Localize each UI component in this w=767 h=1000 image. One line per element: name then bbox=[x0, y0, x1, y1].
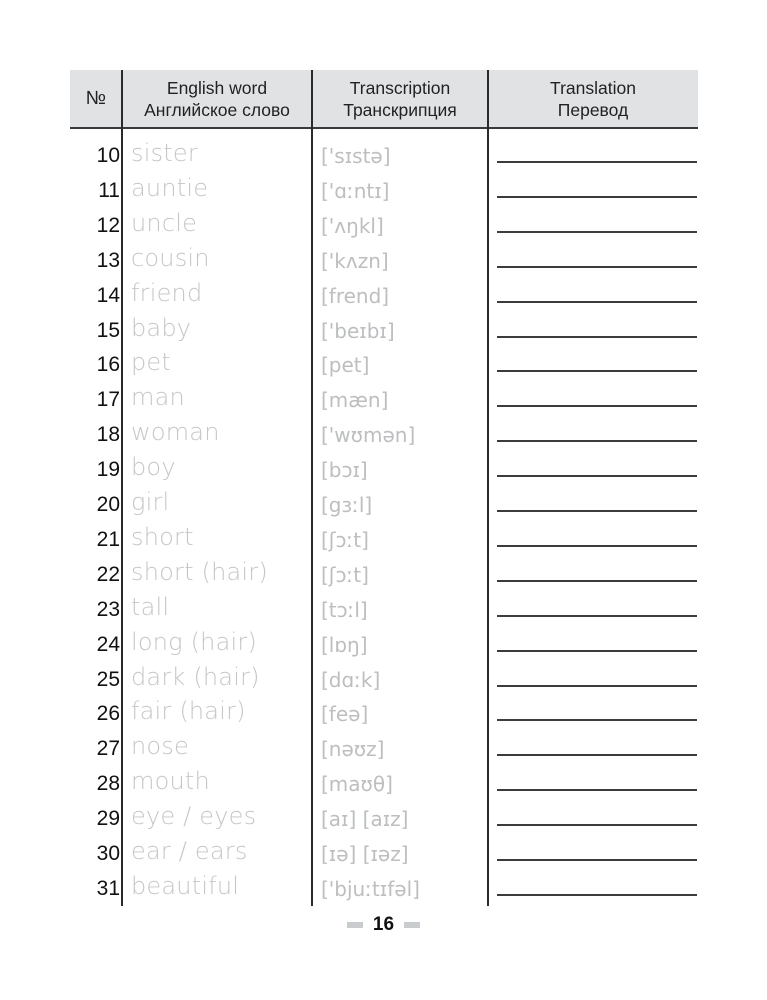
english-word: short (hair) bbox=[131, 557, 268, 586]
row-number: 14 bbox=[96, 283, 120, 307]
transcription: [dɑːk] bbox=[321, 667, 381, 692]
row-number: 22 bbox=[96, 562, 120, 586]
row-number: 30 bbox=[96, 842, 120, 865]
row-number: 16 bbox=[96, 353, 120, 377]
row-number: 15 bbox=[96, 318, 120, 342]
transcription: [pet] bbox=[321, 353, 370, 378]
translation-write-line[interactable] bbox=[497, 615, 697, 617]
table-row bbox=[70, 210, 698, 245]
table-row bbox=[70, 664, 698, 699]
table-row bbox=[70, 873, 698, 908]
table-row bbox=[70, 559, 698, 594]
header-number-label: № bbox=[85, 87, 107, 109]
translation-write-line[interactable] bbox=[497, 719, 697, 721]
header-translation-en: Translation bbox=[550, 77, 636, 98]
table-row bbox=[70, 175, 698, 210]
translation-write-line[interactable] bbox=[497, 440, 697, 442]
row-number: 27 bbox=[96, 737, 120, 761]
row-number: 13 bbox=[96, 248, 120, 272]
row-number: 12 bbox=[96, 213, 120, 237]
transcription: [ʃɔːt] bbox=[321, 562, 369, 587]
english-word: nose bbox=[131, 732, 189, 761]
transcription: [bɔɪ] bbox=[321, 458, 368, 483]
table-row bbox=[70, 524, 698, 559]
english-word: boy bbox=[131, 453, 176, 482]
transcription: [aɪ] [aɪz] bbox=[321, 807, 409, 832]
english-word: pet bbox=[131, 348, 172, 377]
row-number: 20 bbox=[96, 493, 120, 516]
transcription: ['kʌzn] bbox=[321, 248, 389, 273]
translation-write-line[interactable] bbox=[497, 824, 697, 826]
translation-write-line[interactable] bbox=[497, 545, 697, 547]
table-header bbox=[70, 70, 698, 129]
table-row bbox=[70, 629, 698, 664]
footer-bar-right bbox=[404, 922, 420, 928]
translation-write-line[interactable] bbox=[497, 510, 697, 512]
translation-write-line[interactable] bbox=[497, 789, 697, 791]
english-word: short bbox=[131, 522, 194, 551]
english-word: long (hair) bbox=[131, 627, 257, 656]
transcription: ['beɪbɪ] bbox=[321, 318, 395, 343]
table-row bbox=[70, 140, 698, 175]
page-footer bbox=[0, 912, 767, 938]
translation-write-line[interactable] bbox=[497, 405, 697, 407]
table-row bbox=[70, 454, 698, 489]
transcription: ['wʊmən] bbox=[321, 423, 416, 448]
transcription: [nəʊz] bbox=[321, 737, 385, 762]
transcription: [maʊθ] bbox=[321, 772, 393, 797]
table-row bbox=[70, 803, 698, 838]
translation-write-line[interactable] bbox=[497, 894, 697, 896]
transcription: ['ʌŋkl] bbox=[321, 213, 384, 238]
header-translation-ru: Перевод bbox=[557, 99, 629, 120]
table-row bbox=[70, 315, 698, 350]
row-number: 23 bbox=[96, 597, 120, 621]
transcription: [mæn] bbox=[321, 388, 389, 413]
translation-write-line[interactable] bbox=[497, 161, 697, 163]
english-word: eye / eyes bbox=[131, 802, 257, 831]
transcription: ['sɪstə] bbox=[321, 144, 391, 168]
english-word: ear / ears bbox=[131, 837, 248, 865]
english-word: sister bbox=[131, 139, 198, 167]
row-number: 18 bbox=[96, 423, 120, 447]
header-translation bbox=[488, 70, 698, 127]
header-number bbox=[70, 70, 122, 127]
row-number: 19 bbox=[96, 458, 120, 482]
translation-write-line[interactable] bbox=[497, 859, 697, 861]
english-word: woman bbox=[131, 418, 220, 447]
translation-write-line[interactable] bbox=[497, 580, 697, 582]
transcription: [gɜːl] bbox=[321, 493, 373, 517]
english-word: friend bbox=[131, 278, 203, 307]
row-number: 28 bbox=[96, 772, 120, 796]
header-transcription-en: Transcription bbox=[349, 77, 451, 98]
table-row bbox=[70, 384, 698, 419]
header-english-ru: Английское слово bbox=[144, 99, 290, 120]
transcription: [ɪə] [ɪəz] bbox=[321, 842, 409, 866]
header-transcription bbox=[312, 70, 488, 127]
translation-write-line[interactable] bbox=[497, 650, 697, 652]
transcription: [tɔːl] bbox=[321, 597, 368, 622]
header-transcription-ru: Транскрипция bbox=[343, 99, 457, 120]
english-word: mouth bbox=[131, 767, 210, 796]
row-number: 31 bbox=[96, 876, 120, 900]
translation-write-line[interactable] bbox=[497, 475, 697, 477]
table-row bbox=[70, 419, 698, 454]
page-number: 16 bbox=[372, 914, 395, 935]
vocabulary-table bbox=[70, 70, 698, 906]
header-english-word bbox=[122, 70, 312, 127]
footer-bar-left bbox=[347, 922, 363, 928]
english-word: tall bbox=[131, 592, 170, 621]
english-word: baby bbox=[131, 313, 192, 342]
row-number: 29 bbox=[96, 807, 120, 831]
english-word: man bbox=[131, 383, 185, 412]
english-word: beautiful bbox=[131, 871, 240, 900]
translation-write-line[interactable] bbox=[497, 196, 697, 198]
english-word: girl bbox=[131, 488, 170, 516]
row-number: 17 bbox=[96, 388, 120, 412]
table-row bbox=[70, 594, 698, 629]
row-number: 25 bbox=[96, 667, 120, 691]
transcription: ['bjuːtɪfəl] bbox=[321, 876, 420, 901]
row-number: 21 bbox=[96, 527, 120, 551]
english-word: uncle bbox=[131, 208, 198, 237]
english-word: auntie bbox=[131, 173, 209, 202]
transcription: [ʃɔːt] bbox=[321, 527, 369, 552]
translation-write-line[interactable] bbox=[497, 685, 697, 687]
table-row bbox=[70, 245, 698, 280]
translation-write-line[interactable] bbox=[497, 231, 697, 233]
table-row bbox=[70, 349, 698, 384]
row-number: 11 bbox=[98, 178, 120, 202]
row-number: 10 bbox=[96, 144, 120, 167]
row-number: 24 bbox=[96, 632, 120, 656]
translation-write-line[interactable] bbox=[497, 370, 697, 372]
transcription: [lɒŋ] bbox=[321, 632, 368, 657]
translation-write-line[interactable] bbox=[497, 336, 697, 338]
transcription: [frend] bbox=[321, 283, 390, 308]
translation-write-line[interactable] bbox=[497, 301, 697, 303]
table-row bbox=[70, 280, 698, 315]
english-word: dark (hair) bbox=[131, 662, 260, 691]
row-number: 26 bbox=[96, 702, 120, 726]
header-english-en: English word bbox=[166, 77, 268, 98]
table-row bbox=[70, 733, 698, 768]
table-row bbox=[70, 768, 698, 803]
translation-write-line[interactable] bbox=[497, 266, 697, 268]
translation-write-line[interactable] bbox=[497, 754, 697, 756]
table-row bbox=[70, 838, 698, 873]
transcription: [feə] bbox=[321, 702, 369, 727]
transcription: ['ɑːntɪ] bbox=[321, 178, 390, 203]
table-row bbox=[70, 698, 698, 733]
table-row bbox=[70, 489, 698, 524]
english-word: cousin bbox=[131, 243, 210, 272]
english-word: fair (hair) bbox=[131, 697, 246, 726]
